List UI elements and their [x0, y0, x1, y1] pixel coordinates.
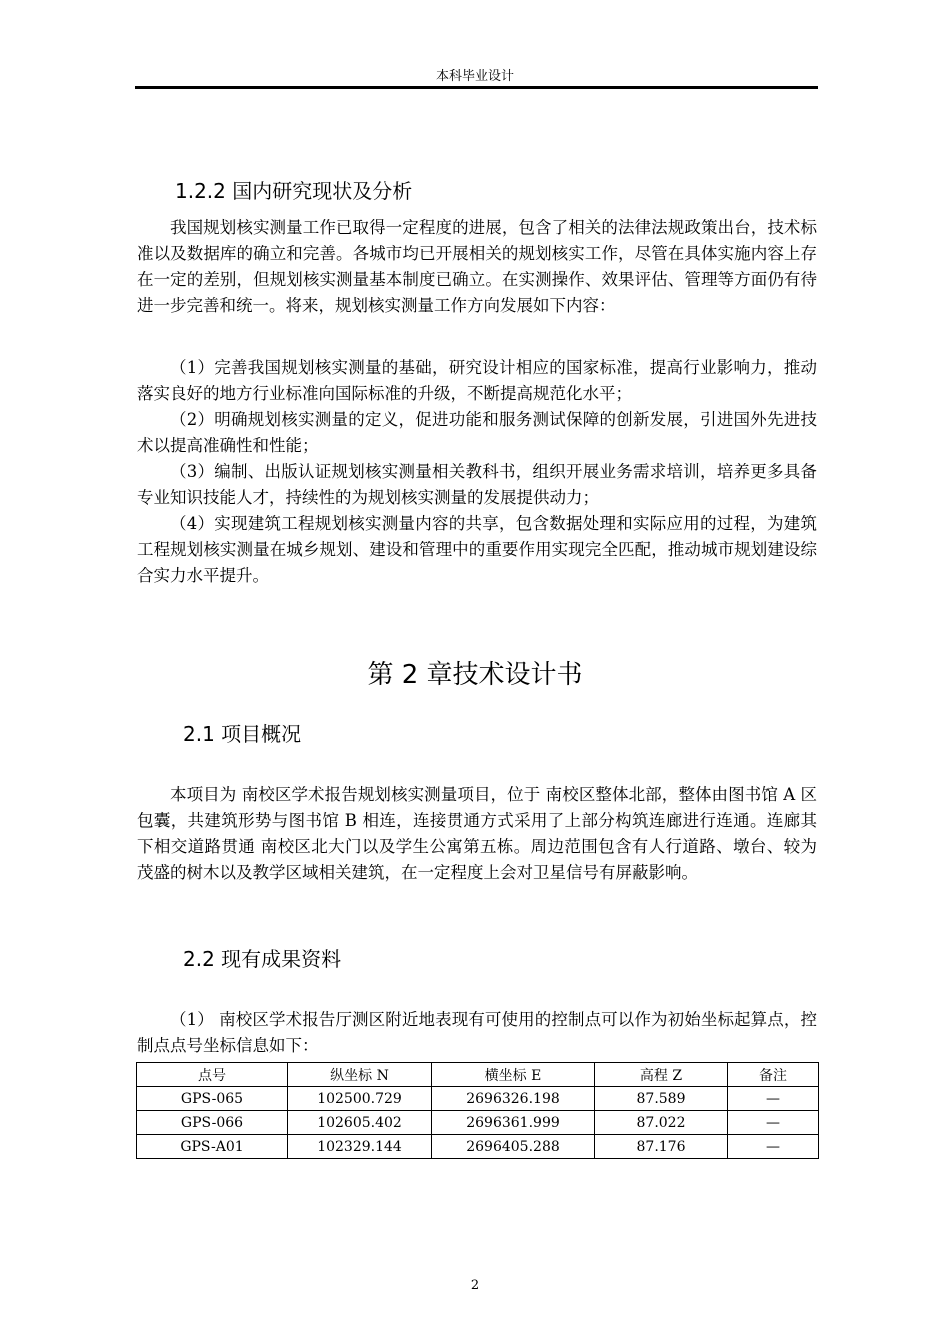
page-header-title: 本科毕业设计 [435, 69, 514, 84]
list-item: （3）编制、出版认证规划核实测量相关教科书，组织开展业务需求培训，培养更多具备专业知识技能人才，持续性的为规划核实测量的发展提供动力； [137, 462, 817, 507]
column-header-northing: 纵坐标 N [288, 1063, 432, 1087]
cell-point-id: GPS-066 [137, 1111, 288, 1135]
cell-easting: 2696405.288 [432, 1135, 595, 1159]
development-directions-list [137, 355, 817, 589]
section-heading-2-2: 2.2 现有成果资料 [183, 947, 342, 971]
cell-remarks: — [728, 1087, 819, 1111]
table-row [137, 1087, 819, 1111]
cell-easting: 2696361.999 [432, 1111, 595, 1135]
list-item: （1）完善我国规划核实测量的基础，研究设计相应的国家标准，提高行业影响力，推动落实良好的地方行业标准向国际标准的升级，不断提高规范化水平； [137, 358, 817, 403]
section-2-2-body: （1） 南校区学术报告厅测区附近地表现有可使用的控制点可以作为初始坐标起算点，控制点点号坐标信息如下： [137, 1010, 817, 1055]
list-item: （2）明确规划核实测量的定义，促进功能和服务测试保障的创新发展，引进国外先进技术以提高准确性和性能； [137, 410, 817, 455]
table-header-row [137, 1063, 819, 1087]
column-header-point-id: 点号 [137, 1063, 288, 1087]
cell-point-id: GPS-A01 [137, 1135, 288, 1159]
cell-elevation: 87.022 [595, 1111, 728, 1135]
table-row [137, 1111, 819, 1135]
cell-elevation: 87.176 [595, 1135, 728, 1159]
table-row [137, 1135, 819, 1159]
cell-remarks: — [728, 1135, 819, 1159]
cell-easting: 2696326.198 [432, 1087, 595, 1111]
cell-northing: 102605.402 [288, 1111, 432, 1135]
column-header-easting: 横坐标 E [432, 1063, 595, 1087]
page-number: 2 [470, 1278, 480, 1293]
cell-northing: 102329.144 [288, 1135, 432, 1159]
column-header-remarks: 备注 [728, 1063, 819, 1087]
header-divider [135, 86, 818, 89]
section-heading-1-2-2: 1.2.2 国内研究现状及分析 [175, 179, 413, 203]
section-heading-2-1: 2.1 项目概况 [183, 722, 302, 746]
cell-elevation: 87.589 [595, 1087, 728, 1111]
chapter-title: 第 2 章技术设计书 [367, 660, 583, 690]
section-1-2-2-intro: 我国规划核实测量工作已取得一定程度的进展，包含了相关的法律法规政策出台，技术标准以及数据库的确立和完善。各城市均已开展相关的规划核实工作，尽管在具体实施内容上存在一定的差别，但规划核实测量基本制度已确立。在实测操作、效果评估、管理等方面仍有待进一步完善和统一。将来，规划核实测量工作方向发展如下内容： [137, 218, 817, 315]
cell-northing: 102500.729 [288, 1087, 432, 1111]
cell-remarks: — [728, 1111, 819, 1135]
cell-point-id: GPS-065 [137, 1087, 288, 1111]
section-2-1-body: 本项目为 南校区学术报告规划核实测量项目，位于 南校区整体北部，整体由图书馆 A 区包囊，共建筑形势与图书馆 B 相连，连接贯通方式采用了上部分构筑连廊进行连通。连廊其下相交道路贯通 南校区北大门以及学生公寓第五栋。周边范围包含有人行道路、墩台、较为茂盛的树木以及教学区域相关建筑，在一定程度上会对卫星信号有屏蔽影响。 [137, 785, 817, 882]
column-header-elevation: 高程 Z [595, 1063, 728, 1087]
list-item: （4）实现建筑工程规划核实测量内容的共享，包含数据处理和实际应用的过程，为建筑工程规划核实测量在城乡规划、建设和管理中的重要作用实现完全匹配，推动城市规划建设综合实力水平提升。 [137, 514, 817, 585]
control-points-table [136, 1062, 819, 1159]
